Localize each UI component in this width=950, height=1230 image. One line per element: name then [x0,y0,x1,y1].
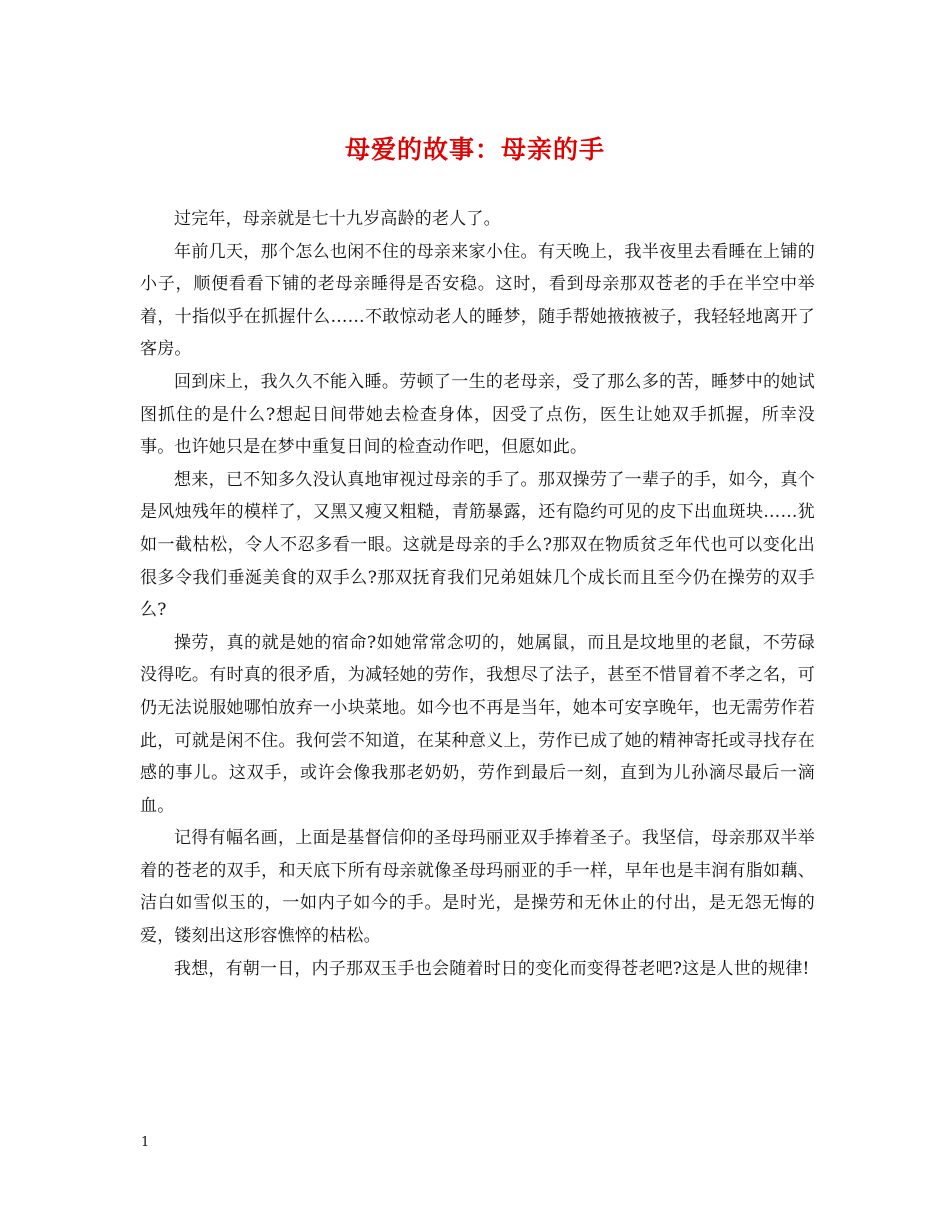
article-body [140,203,815,985]
paragraph: 年前几天，那个怎么也闲不住的母亲来家小住。有天晚上，我半夜里去看睡在上铺的小子，顺便看看下铺的老母亲睡得是否安稳。这时，看到母亲那双苍老的手在半空中举着，十指似乎在抓握什么……不敢惊动老人的睡梦，随手帮她掖掖被子，我轻轻地离开了客房。 [140,241,815,360]
document-title: 母爱的故事：母亲的手 [344,135,605,164]
paragraph: 记得有幅名画，上面是基督信仰的圣母玛丽亚双手捧着圣子。我坚信，母亲那双半举着的苍老的双手，和天底下所有母亲就像圣母玛丽亚的手一样，早年也是丰润有脂如藕、洁白如雪似玉的，一如内子如今的手。是时光，是操劳和无休止的付出，是无怨无悔的爱，镂刻出这形容憔悴的枯松。 [140,828,815,947]
paragraph: 我想，有朝一日，内子那双玉手也会随着时日的变化而变得苍老吧?这是人世的规律! [174,958,810,979]
paragraph: 回到床上，我久久不能入睡。劳顿了一生的老母亲，受了那么多的苦，睡梦中的她试图抓住的是什么?想起日间带她去检查身体，因受了点伤，医生让她双手抓握，所幸没事。也许她只是在梦中重复日间的检查动作吧，但愿如此。 [140,371,815,458]
page-number: 1 [141,1135,150,1150]
paragraph: 操劳，真的就是她的宿命?如她常常念叨的，她属鼠，而且是坟地里的老鼠，不劳碌没得吃。有时真的很矛盾，为减轻她的劳作，我想尽了法子，甚至不惜冒着不孝之名，可仍无法说服她哪怕放弃一小块菜地。如今也不再是当年，她本可安享晚年，也无需劳作若此，可就是闲不住。我何尝不知道，在某种意义上，劳作已成了她的精神寄托或寻找存在感的事儿。这双手，或许会像我那老奶奶，劳作到最后一刻，直到为儿孙滴尽最后一滴血。 [140,632,815,816]
paragraph: 想来，已不知多久没认真地审视过母亲的手了。那双操劳了一辈子的手，如今，真个是风烛残年的模样了，又黑又瘦又粗糙，青筋暴露，还有隐约可见的皮下出血斑块……犹如一截枯松，令人不忍多看一眼。这就是母亲的手么?那双在物质贫乏年代也可以变化出很多令我们垂涎美食的双手么?那双抚育我们兄弟姐妹几个成长而且至今仍在操劳的双手么? [140,469,815,621]
paragraph: 过完年，母亲就是七十九岁高龄的老人了。 [174,209,501,229]
